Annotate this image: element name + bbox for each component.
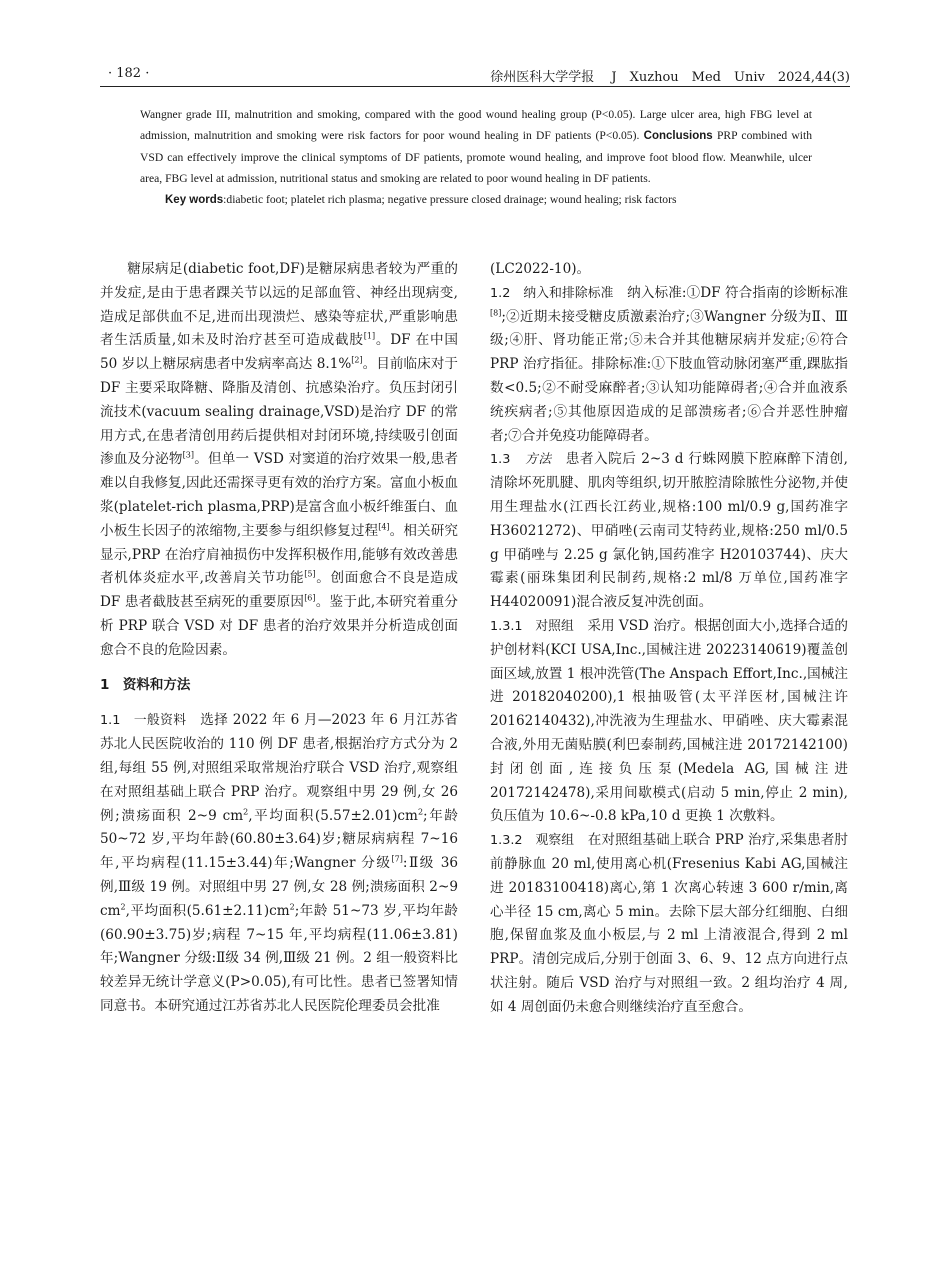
abstract-results-continued: Wangner grade III, malnutrition and smoking, compared with the good wound healing group (P<0.05). Large ulcer area, high FBG level at admission, malnutrition and smoking were risk factors for poor wound healing in DF patients (P<0.05).	[140, 108, 812, 142]
intro-paragraph: 糖尿病足(diabetic foot,DF)是糖尿病患者较为严重的并发症,是由于患者踝关节以远的足部血管、神经出现病变,造成足部供血不足,进而出现溃烂、感染等症状,严重影响患者生活质量,如未及时治疗甚至可造成截肢[1]。DF 在中国 50 岁以上糖尿病患者中发病率高达 8.1%[2]。目前临床对于 DF 主要采取降糖、降脂及清创、抗感染治疗。负压封闭引流技术(vacuum sealing drainage,VSD)是治疗 DF 的常用方式,在患者清创用药后提供相对封闭环境,持续吸引创面渗血及分泌物[3]。但单一 VSD 对窦道的治疗效果一般,患者难以自我修复,因此还需探寻更有效的治疗方案。富血小板血浆(platelet-rich plasma,PRP)是富含血小板纤维蛋白、血小板生长因子的浓缩物,主要参与组织修复过程[4]。相关研究显示,PRP 在治疗肩袖损伤中发挥积极作用,能够有效改善患者机体炎症水平,改善肩关节功能[5]。创面愈合不良是造成 DF 患者截肢甚至病死的重要原因[6]。鉴于此,本研究着重分析 PRP 联合 VSD 对 DF 患者的治疗效果并分析造成创面愈合不良的危险因素。	[100, 261, 458, 658]
abstract-conclusions: PRP combined with VSD can effectively improve the clinical symptoms of DF patients, promote wound healing, and improve foot blood flow. Meanwhile, ulcer area, FBG level at admission, nutritional status and smoking are related to poor wound healing in DF patients.	[140, 129, 813, 185]
left-column	[100, 258, 458, 1019]
keywords-text: :diabetic foot; platelet rich plasma; negative pressure closed drainage; wound healing; risk factors	[223, 193, 677, 206]
subsection-label: 1.1 一般资料	[100, 713, 187, 729]
section-1-1-paragraph: 1.1 一般资料 选择 2022 年 6 月—2023 年 6 月江苏省苏北人民医院收治的 110 例 DF 患者,根据治疗方式分为 2 组,每组 55 例,对照组采取常规治疗联合 VSD 治疗,观察组在对照组基础上联合 PRP 治疗。观察组中男 29 例,女 26 例;溃疡面积 2~9 $cm^2$,平均面积$(5.57\pm 2.01)cm^2$;年龄 50~72 岁,平均年龄(60.80±3.64)岁;糖尿病病程 7~16 年,平均病程(11.15±3.44)年;Wangner 分级[7]:Ⅱ级 36 例,Ⅲ级 19 例。对照组中男 27 例,女 28 例;溃疡面积 2~9 $cm^2$,平均面积$(5.61\pm 2.11)cm^2$;年龄 51~73 岁,平均年龄(60.90±3.75)岁;病程 7~15 年,平均病程(11.06±3.81)年;Wangner 分级:Ⅱ级 34 例,Ⅲ级 21 例。2 组一般资料比较差异无统计学意义(P>0.05),有可比性。患者已签署知情同意书。本研究通过江苏省苏北人民医院伦理委员会批准	[100, 712, 459, 1014]
subsection-label: 1.3.2 观察组	[490, 833, 575, 849]
citation: [3]	[182, 450, 195, 460]
section-1-3-1-paragraph: 1.3.1 对照组 采用 VSD 治疗。根据创面大小,选择合适的护创材料(KCI USA,Inc.,国械注进 20223140619)覆盖创面区域,放置 1 根冲洗管(The Anspach Effort,Inc.,国械注进 20182040200),1 根抽吸管(太平洋医材,国械注许 20162140432),冲洗液为生理盐水、甲硝唑、庆大霉素混合液,外用无菌贴膜(利巴泰制药,国械注进 20172142100)封闭创面,连接负压泵(Medela AG,国械注进 20172142478),采用间歇模式(启动 5 min,停止 2 min),负压值为 10.6~-0.8 kPa,10 d 更换 1 次敷料。	[490, 617, 848, 825]
subsection-label: 1.2 纳入和排除标准	[490, 285, 614, 301]
subsection-label: 1.3.1 对照组	[490, 618, 574, 634]
english-abstract	[140, 104, 812, 211]
keywords-label: Key words	[165, 194, 224, 206]
right-column	[490, 258, 848, 1020]
page-number: · 182 ·	[108, 66, 150, 81]
section-heading: 1 资料和方法	[100, 676, 191, 693]
citation: [8]	[490, 308, 502, 318]
keywords-line	[140, 189, 812, 211]
running-header	[100, 62, 850, 87]
section-1-3-2-paragraph: 1.3.2 观察组 在对照组基础上联合 PRP 治疗,采集患者肘前静脉血 20 ml,使用离心机(Fresenius Kabi AG,国械注进 20183100418)离心,第 1 次离心转速 3 600 r/min,离心半径 15 cm,离心 5 min。去除下层大部分红细胞、白细胞,保留血浆及血小板层,与 2 ml 上清液混合,得到 2 ml PRP。清创完成后,分别于创面 3、6、9、12 点方向进行点状注射。随后 VSD 治疗与对照组一致。2 组均治疗 4 周,如 4 周创面仍未愈合则继续治疗直至愈合。	[490, 832, 848, 1015]
abstract-body	[140, 104, 812, 189]
journal-citation: 徐州医科大学学报 J Xuzhou Med Univ 2024,44(3)	[490, 70, 850, 85]
citation: [4]	[378, 522, 390, 532]
section-1-2-paragraph: 1.2 纳入和排除标准 纳入标准:①DF 符合指南的诊断标准[8];②近期未接受糖皮质激素治疗;③Wangner 分级为Ⅱ、Ⅲ级;④肝、肾功能正常;⑤未合并其他糖尿病并发症;⑥符合 PRP 治疗指征。排除标准:①下肢血管动脉闭塞严重,踝肱指数<0.5;②不耐受麻醉者;③认知功能障碍者;④合并血液系统疾病者;⑤其他原因造成的足部溃疡者;⑥合并恶性肿瘤者;⑦合并免疫功能障碍者。	[490, 284, 848, 444]
ethics-number: (LC2022-10)。	[490, 261, 591, 277]
citation: [6]	[304, 593, 316, 603]
citation: [7]	[391, 854, 403, 864]
subsection-label: 方法	[525, 452, 552, 468]
citation: [5]	[304, 569, 316, 579]
conclusions-label: Conclusions	[643, 130, 713, 142]
citation: [1]	[363, 331, 376, 341]
citation: [2]	[351, 355, 363, 365]
subsection-number: 1.3	[490, 452, 511, 468]
section-1-3-paragraph: 1.3 方法 患者入院后 2~3 d 行蛛网膜下腔麻醉下清创,清除坏死肌腱、肌肉等组织,切开脓腔清除脓性分泌物,并使用生理盐水(江西长江药业,规格:100 ml/0.9 g,国药准字 H36021272)、甲硝唑(云南司艾特药业,规格:250 ml/0.5 g 甲硝唑与 2.25 g 氯化钠,国药准字 H20103744)、庆大霉素(丽珠集团利民制药,规格:2 ml/8 万单位,国药准字 H44020091)混合液反复冲洗创面。	[490, 451, 848, 611]
